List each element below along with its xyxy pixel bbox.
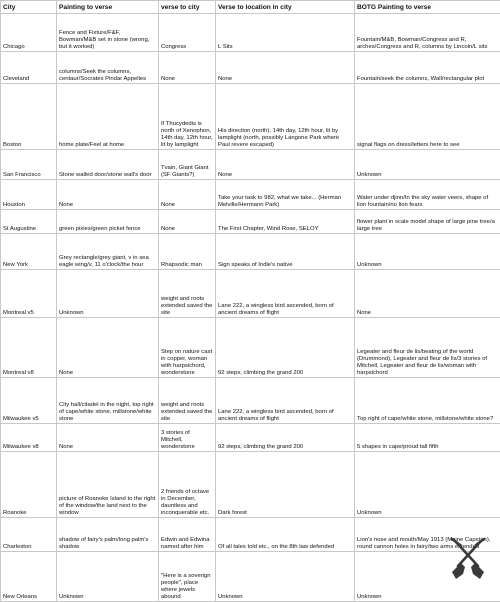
verse-to-location-cell[interactable]: Take your task to 982, what we take... (Herman Melville/Hermann Park) <box>216 180 355 210</box>
table-body <box>1 14 500 602</box>
city-cell[interactable]: Cleveland <box>1 52 57 84</box>
city-cell[interactable]: New York <box>1 234 57 270</box>
table-row <box>1 424 500 452</box>
table-row <box>1 552 500 602</box>
table-row <box>1 14 500 52</box>
verse-to-location-cell[interactable]: Unknown <box>216 552 355 602</box>
header-verse-to-city[interactable]: verse to city <box>159 1 216 14</box>
verse-to-location-cell[interactable]: L Sits <box>216 14 355 52</box>
header-botg-painting-to-verse[interactable]: BOTG Painting to verse <box>355 1 500 14</box>
painting-to-verse-cell[interactable]: City hall/citadel in the night, top right of cape/white stone, millstone/white stone <box>57 378 159 424</box>
painting-to-verse-cell[interactable]: None <box>57 180 159 210</box>
verse-to-city-cell[interactable]: Tvain, Giant Giant (SF Giants?) <box>159 150 216 180</box>
city-cell[interactable]: Chicago <box>1 14 57 52</box>
verse-to-location-cell[interactable]: 92 steps, climbing the grand 200 <box>216 424 355 452</box>
painting-to-verse-cell[interactable]: Fence and Fixture/F&F, Bowman/M&B set in stone (wrong, but it worked) <box>57 14 159 52</box>
header-verse-to-location[interactable]: Verse to location in city <box>216 1 355 14</box>
botg-painting-to-verse-cell[interactable]: 5 shapes in cape/proud tall fifth <box>355 424 500 452</box>
verse-to-city-cell[interactable]: 3 stories of Mitchell, wonderstone <box>159 424 216 452</box>
botg-painting-to-verse-cell[interactable]: Legeater and fleur de lis/beating of the world (Drummond), Legeater and fleur de lis/3 stories of Mitchell, Legeater and fleur de lis/woman with harpsichord <box>355 318 500 378</box>
botg-painting-to-verse-cell[interactable]: Fountain/seek the columns, Wall/rectangular plot <box>355 52 500 84</box>
verse-to-location-cell[interactable]: None <box>216 150 355 180</box>
city-cell[interactable]: Houston <box>1 180 57 210</box>
botg-painting-to-verse-cell[interactable]: Fountain/M&B, Bowman/Congress and R, arches/Congress and R, columns by Lincoln/L sits <box>355 14 500 52</box>
painting-to-verse-cell[interactable]: Grey rectangle/grey giant, v in sea eagle wing/v, 11 o'clock/the hour <box>57 234 159 270</box>
table-row <box>1 234 500 270</box>
verse-to-city-cell[interactable]: Step on nature cast in copper, woman with harpsichord, wonderstone <box>159 318 216 378</box>
verse-to-location-cell[interactable]: The First Chapter, Wind Rose, SELOY <box>216 210 355 234</box>
city-cell[interactable]: New Orleans <box>1 552 57 602</box>
table-row <box>1 318 500 378</box>
painting-to-verse-cell[interactable]: None <box>57 424 159 452</box>
table-row <box>1 84 500 150</box>
verse-to-city-cell[interactable]: None <box>159 180 216 210</box>
city-cell[interactable]: St Augustine <box>1 210 57 234</box>
verse-to-city-cell[interactable]: Edwin and Edwina named after him <box>159 518 216 552</box>
botg-painting-to-verse-cell[interactable]: Unknown <box>355 234 500 270</box>
city-cell[interactable]: Charleston <box>1 518 57 552</box>
table-row <box>1 270 500 318</box>
city-cell[interactable]: San Francisco <box>1 150 57 180</box>
botg-painting-to-verse-cell[interactable]: Unknown <box>355 150 500 180</box>
botg-painting-to-verse-cell[interactable]: Lion's nose and mouth/May 1913 (Maine Capstan), round cannon holes in fairy/two arms extended <box>355 518 500 552</box>
verse-to-city-cell[interactable]: 2 friends of octave in December, dauntless and inconquerable etc. <box>159 452 216 518</box>
table-row <box>1 150 500 180</box>
painting-to-verse-cell[interactable]: Unknown <box>57 552 159 602</box>
botg-painting-to-verse-cell[interactable]: flower plant in scale model shape of large pine tree/a large tree <box>355 210 500 234</box>
table-row <box>1 518 500 552</box>
verse-to-city-cell[interactable]: None <box>159 210 216 234</box>
table-row <box>1 452 500 518</box>
header-city[interactable]: City <box>1 1 57 14</box>
verse-to-location-cell[interactable]: None <box>216 52 355 84</box>
verse-to-location-cell[interactable]: Lane 222, a wingless bird ascended, born of ancient dreams of flight <box>216 378 355 424</box>
verse-to-city-cell[interactable]: If Thucydedis is north of Xenophon, 14th day, 12th hour, lit by lamplight <box>159 84 216 150</box>
verse-to-city-cell[interactable]: "Here is a soverign people", place where jewels abound <box>159 552 216 602</box>
crossed-shovels-icon <box>442 532 494 582</box>
table-row <box>1 210 500 234</box>
botg-painting-to-verse-cell[interactable]: Unknown <box>355 552 500 602</box>
painting-to-verse-cell[interactable]: green pixies/green picket fence <box>57 210 159 234</box>
botg-painting-to-verse-cell[interactable]: None <box>355 270 500 318</box>
verse-to-location-cell[interactable]: Sign speaks of Indie's native <box>216 234 355 270</box>
botg-painting-to-verse-cell[interactable]: Top right of cape/white stone, millstone/white stone? <box>355 378 500 424</box>
botg-painting-to-verse-cell[interactable]: signal flags on dress/letters here to see <box>355 84 500 150</box>
verse-to-city-cell[interactable]: Congress <box>159 14 216 52</box>
painting-to-verse-cell[interactable]: Stone walled door/stone wall's door <box>57 150 159 180</box>
table-row <box>1 378 500 424</box>
painting-to-verse-cell[interactable]: columns/Seek the columns, centaur/Socrates Pindar Appelles <box>57 52 159 84</box>
table-row <box>1 180 500 210</box>
header-row <box>1 1 500 14</box>
verse-to-location-cell[interactable]: His direction (north), 14th day, 12th hour, lit by lamplight (north, possibly Langone Park where Paul revere escaped) <box>216 84 355 150</box>
table-row <box>1 52 500 84</box>
painting-to-verse-cell[interactable]: home plate/Feel at home <box>57 84 159 150</box>
verse-to-location-cell[interactable]: Dark forest <box>216 452 355 518</box>
verse-to-location-cell[interactable]: 92 steps, climbing the grand 200 <box>216 318 355 378</box>
header-painting-to-verse[interactable]: Painting to verse <box>57 1 159 14</box>
verse-to-location-cell[interactable]: Lane 222, a wingless bird ascended, born of ancient dreams of flight <box>216 270 355 318</box>
verse-to-city-cell[interactable]: weight and roots extended saved the site <box>159 270 216 318</box>
city-cell[interactable]: Boston <box>1 84 57 150</box>
verse-to-location-cell[interactable]: Of all tales told etc., on the 8th law defended <box>216 518 355 552</box>
city-cell[interactable]: Montreal v8 <box>1 318 57 378</box>
verse-to-city-cell[interactable]: Rhapsodic man <box>159 234 216 270</box>
city-cell[interactable]: Milwaukee v5 <box>1 378 57 424</box>
botg-painting-to-verse-cell[interactable]: Unknown <box>355 452 500 518</box>
city-cell[interactable]: Milwaukee v8 <box>1 424 57 452</box>
city-cell[interactable]: Montreal v5 <box>1 270 57 318</box>
painting-to-verse-cell[interactable]: Unknown <box>57 270 159 318</box>
verse-to-city-cell[interactable]: weight and roots extended saved the site <box>159 378 216 424</box>
city-cell[interactable]: Roanoke <box>1 452 57 518</box>
botg-painting-to-verse-cell[interactable]: Water under djinn/In the sky water veers, shape of lion fountain/no lion fears <box>355 180 500 210</box>
verse-to-city-cell[interactable]: None <box>159 52 216 84</box>
painting-to-verse-cell[interactable]: shadow of fairy's palm/long palm's shadow <box>57 518 159 552</box>
painting-to-verse-cell[interactable]: picture of Roanoke Island to the right of the window/the land next to the window <box>57 452 159 518</box>
painting-to-verse-cell[interactable]: None <box>57 318 159 378</box>
